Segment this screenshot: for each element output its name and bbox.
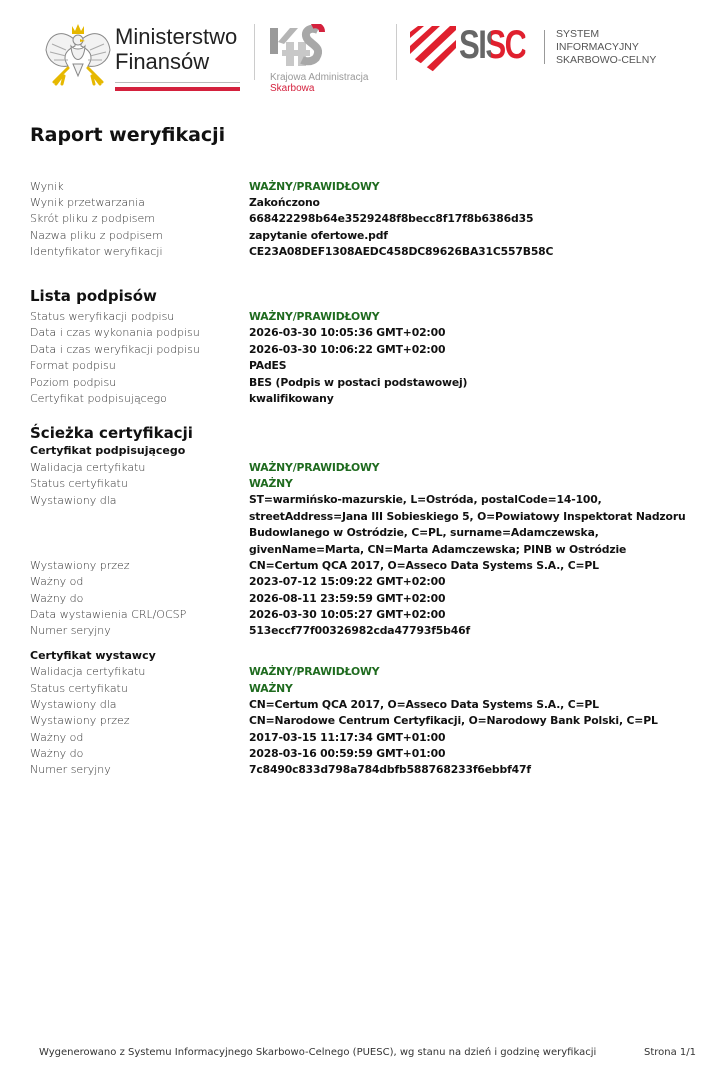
signer-cert-value: 2023-07-12 15:09:22 GMT+02:00 [249,575,446,588]
issuer-cert-value: 2028-03-16 00:59:59 GMT+01:00 [249,747,446,760]
signer-cert-label: Walidacja certyfikatu [30,461,146,474]
signature-label: Certyfikat podpisującego [30,392,167,405]
kas-logo-line2: Skarbowa [270,83,315,94]
sisc-sub-line2: INFORMACYJNY [556,41,639,53]
summary-label: Wynik przetwarzania [30,196,145,209]
signature-label: Poziom podpisu [30,376,117,389]
sisc-wordmark [459,22,526,68]
signatures-title: Lista podpisów [30,287,157,305]
sisc-sub-line3: SKARBOWO-CELNY [556,54,657,66]
signer-cert-value: 2026-08-11 23:59:59 GMT+02:00 [249,592,446,605]
signature-label: Data i czas weryfikacji podpisu [30,343,200,356]
signature-value: PAdES [249,359,287,372]
signer-cert-value-status: WAŻNY/PRAWIDŁOWY [249,461,380,474]
summary-label: Wynik [30,180,64,193]
signer-cert-value: 2026-03-30 10:05:27 GMT+02:00 [249,608,446,621]
signer-cert-label: Ważny do [30,592,84,605]
polish-eagle-icon [42,20,114,94]
issuer-cert-value: CN=Narodowe Centrum Certyfikacji, O=Narodowy Bank Polski, C=PL [249,714,658,727]
signature-value: 2026-03-30 10:06:22 GMT+02:00 [249,343,446,356]
signer-cert-value: 513eccf77f00326982cda47793f5b46f [249,624,471,637]
signer-cert-value: CN=Certum QCA 2017, O=Asseco Data Systems S.A., C=PL [249,559,599,572]
issuer-cert-label: Walidacja certyfikatu [30,665,146,678]
signer-cert-value-status: WAŻNY [249,477,293,490]
page-number: Strona 1/1 [644,1047,697,1058]
mf-logo-line1: Ministerstwo [115,24,238,49]
issuer-cert-value-status: WAŻNY [249,682,293,695]
logo-divider-grey [115,82,240,83]
signature-value: kwalifikowany [249,392,334,405]
mf-logo-line2: Finansów [115,49,210,74]
cert-path-title: Ścieżka certyfikacji [30,424,193,442]
signature-label: Data i czas wykonania podpisu [30,326,200,339]
sisc-stripes-icon [410,26,456,72]
signer-cert-label: Status certyfikatu [30,477,128,490]
issuer-cert-label: Ważny do [30,747,84,760]
summary-value: zapytanie ofertowe.pdf [249,229,388,242]
signer-cert-label: Numer seryjny [30,624,111,637]
summary-label: Identyfikator weryfikacji [30,245,163,258]
sisc-sub-line1: SYSTEM [556,28,600,40]
sisc-subtitle [556,28,656,67]
issuer-cert-label: Status certyfikatu [30,682,128,695]
signature-label: Format podpisu [30,359,116,372]
logo-divider-red [115,87,240,91]
issuer-cert-value: 2017-03-15 11:17:34 GMT+01:00 [249,731,446,744]
footer-note: Wygenerowano z Systemu Informacyjnego Skarbowo-Celnego (PUESC), wg stanu na dzień i godzinę weryfikacji [39,1047,597,1058]
summary-label: Skrót pliku z podpisem [30,212,155,225]
signer-cert-label: Data wystawienia CRL/OCSP [30,608,187,621]
header-separator [254,24,255,80]
issuer-cert-value-status: WAŻNY/PRAWIDŁOWY [249,665,380,678]
page-title: Raport weryfikacji [30,124,226,146]
signer-cert-subject: ST=warmińsko-mazurskie, L=Ostróda, postalCode=14-100, streetAddress=Jana III Sobieskiego 5, O=Powiatowy Inspektorat Nadzoru Budowlanego w Ostródzie, C=PL, surname=Adamczewska, givenName=Marta, CN=Marta Adamczewska; PINB w Ostródzie [249,493,686,556]
signer-cert-label: Ważny od [30,575,84,588]
issuer-cert-label: Ważny od [30,731,84,744]
sisc-wordmark-text: SISC [459,23,526,67]
signature-value-status: WAŻNY/PRAWIDŁOWY [249,310,380,323]
summary-value: Zakończono [249,196,320,209]
issuer-cert-value: CN=Certum QCA 2017, O=Asseco Data Systems S.A., C=PL [249,698,599,711]
signer-cert-label: Wystawiony przez [30,559,130,572]
summary-label: Nazwa pliku z podpisem [30,229,163,242]
summary-value: CE23A08DEF1308AEDC458DC89626BA31C557B58C [249,245,554,258]
signature-value: BES (Podpis w postaci podstawowej) [249,376,468,389]
signer-cert-title: Certyfikat podpisującego [30,444,186,457]
kas-logo-icon [268,24,328,70]
signer-cert-label: Wystawiony dla [30,494,117,507]
sisc-separator [544,30,545,64]
issuer-cert-label: Wystawiony przez [30,714,130,727]
summary-value-status: WAŻNY/PRAWIDŁOWY [249,180,380,193]
ministry-of-finance-wordmark [115,24,237,74]
header-separator [396,24,397,80]
kas-logo-line1: Krajowa Administracja [270,72,369,83]
issuer-cert-title: Certyfikat wystawcy [30,649,156,662]
issuer-cert-label: Numer seryjny [30,763,111,776]
summary-value: 668422298b64e3529248f8becc8f17f8b6386d35 [249,212,534,225]
issuer-cert-label: Wystawiony dla [30,698,117,711]
signature-value: 2026-03-30 10:05:36 GMT+02:00 [249,326,446,339]
issuer-cert-value: 7c8490c833d798a784dbfb588768233f6ebbf47f [249,763,531,776]
signature-label: Status weryfikacji podpisu [30,310,175,323]
